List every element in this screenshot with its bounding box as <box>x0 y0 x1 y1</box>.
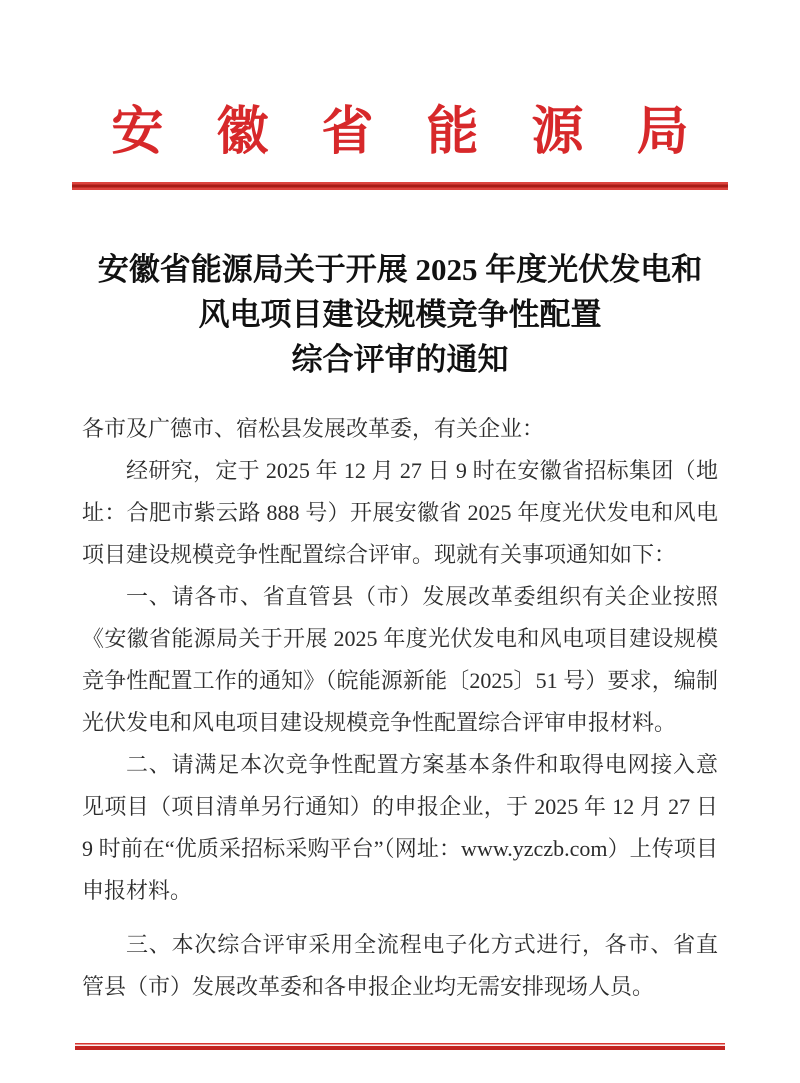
salutation-line: 各市及广德市、宿松县发展改革委，有关企业： <box>82 416 545 441</box>
document-title-line-3: 综合评审的通知 <box>291 342 509 377</box>
body-paragraph-item-3: 三、本次综合评审采用全流程电子化方式进行，各市、省直管县（市）发展改革委和各申报企业均无需安排现场人员。 <box>82 932 718 999</box>
document-title-line-1: 安徽省能源局关于开展 2025 年度光伏发电和 <box>97 252 703 287</box>
agency-name-row <box>0 102 800 164</box>
body-paragraph-intro: 经研究，定于 2025 年 12 月 27 日 9 时在安徽省招标集团（地址：合肥市紫云路 888 号）开展安徽省 2025 年度光伏发电和风电项目建设规模竞争性配置综合评审。现就有关事项通知如下： <box>82 458 718 567</box>
footer-divider-rule <box>75 1043 725 1050</box>
letterhead-divider-rule <box>72 182 728 190</box>
body-paragraph-item-1: 一、请各市、省直管县（市）发展改革委组织有关企业按照《安徽省能源局关于开展 2025 年度光伏发电和风电项目建设规模竞争性配置工作的通知》（皖能源新能〔2025〕51 号）要求，编制光伏发电和风电项目建设规模竞争性配置综合评审申报材料。 <box>82 584 718 735</box>
document-title-line-2: 风电项目建设规模竞争性配置 <box>198 297 602 332</box>
agency-letterhead <box>0 0 800 190</box>
notice-body <box>82 408 718 1008</box>
document-title <box>60 247 740 382</box>
agency-name: 安徽省能源局 <box>111 104 742 161</box>
body-paragraph-item-2: 二、请满足本次竞争性配置方案基本条件和取得电网接入意见项目（项目清单另行通知）的申报企业，于 2025 年 12 月 27 日 9 时前在“优质采招标采购平台”（网址：www.yzczb.com）上传项目申报材料。 <box>82 752 718 903</box>
